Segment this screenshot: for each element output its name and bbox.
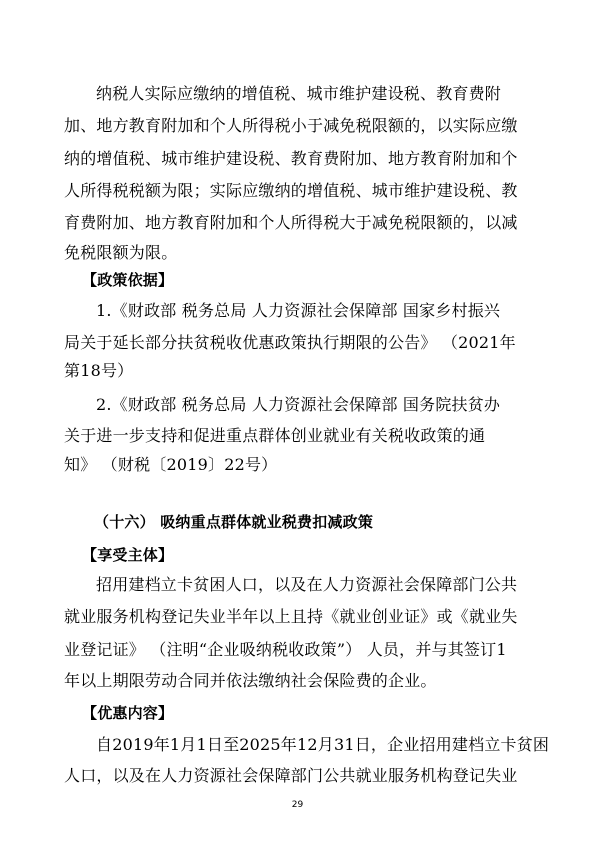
subject-line: 年以上期限劳动合同并依法缴纳社会保险费的企业。 <box>64 671 437 690</box>
subject-heading: 【享受主体】 <box>82 546 174 564</box>
page-number: 29 <box>291 800 304 810</box>
policy-item-2-line: 2.《财政部 税务总局 人力资源社会保障部 国务院扶贫办 <box>96 395 501 414</box>
benefit-line: 自2019年1月1日至2025年12月31日，企业招用建档立卡贫困 <box>96 735 550 754</box>
policy-item-1-line: 第18号） <box>64 361 134 380</box>
policy-item-2-line: 关于进一步支持和促进重点群体创业就业有关税收政策的通 <box>64 426 486 445</box>
body-line: 免税限额为限。 <box>64 243 178 262</box>
policy-item-2-line: 知》 （财税〔2019〕22号） <box>64 455 278 474</box>
benefit-heading: 【优惠内容】 <box>82 704 174 722</box>
body-line: 纳的增值税、城市维护建设税、教育费附加、地方教育附加和个 <box>64 149 518 168</box>
body-line: 加、地方教育附加和个人所得税小于减免税限额的，以实际应缴 <box>64 116 518 135</box>
body-line: 纳税人实际应缴纳的增值税、城市维护建设税、教育费附 <box>96 84 502 103</box>
policy-item-1-line: 局关于延长部分扶贫税收优惠政策执行期限的公告》 （2021年 <box>64 333 516 352</box>
body-line: 人所得税税额为限；实际应缴纳的增值税、城市维护建设税、教 <box>64 181 518 200</box>
subject-line: 招用建档立卡贫困人口，以及在人力资源社会保障部门公共 <box>96 575 518 594</box>
section-title: （十六） 吸纳重点群体就业税费扣减政策 <box>94 513 374 531</box>
policy-item-1-line: 1.《财政部 税务总局 人力资源社会保障部 国家乡村振兴 <box>96 301 501 320</box>
subject-line: 就业服务机构登记失业半年以上且持《就业创业证》或《就业失 <box>64 607 518 626</box>
benefit-line: 人口，以及在人力资源社会保障部门公共就业服务机构登记失业 <box>64 766 518 785</box>
policy-basis-heading: 【政策依据】 <box>82 271 174 289</box>
body-line: 育费附加、地方教育附加和个人所得税大于减免税限额的，以减 <box>64 213 518 232</box>
subject-line: 业登记证》 （注明“企业吸纳税收政策”） 人员，并与其签订1 <box>64 640 507 659</box>
